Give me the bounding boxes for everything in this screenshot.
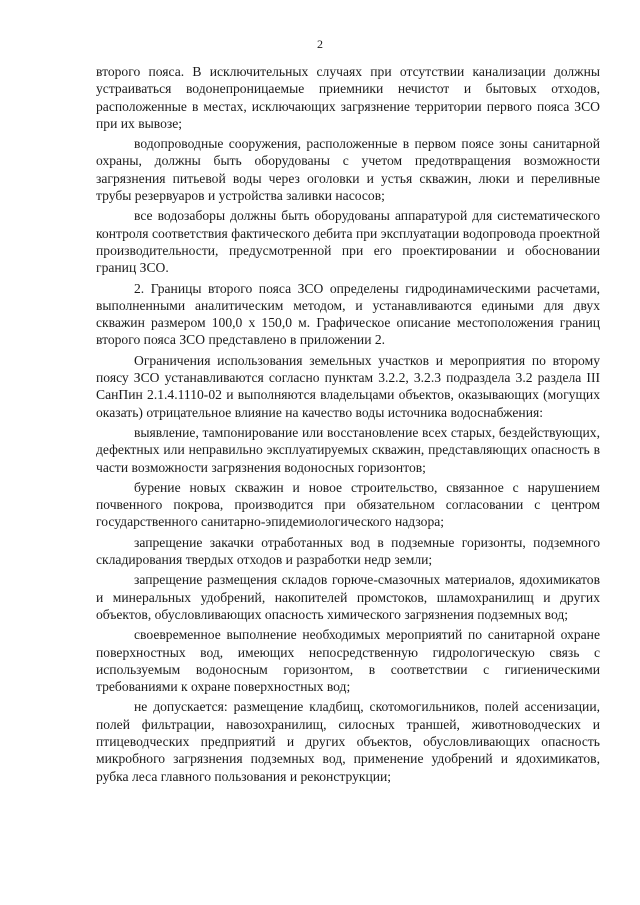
paragraph: выявление, тампонирование или восстановление всех старых, бездействующих, дефектных или неправильно эксплуатируемых скважин, представляющих опасность в части возможности загрязнения водоносных горизонтов; bbox=[96, 424, 600, 475]
document-body bbox=[96, 63, 600, 788]
paragraph: запрещение закачки отработанных вод в подземные горизонты, подземного складирования твердых отходов и разработки недр земли; bbox=[96, 534, 600, 568]
paragraph: второго пояса. В исключительных случаях при отсутствии канализации должны устраиваться водонепроницаемые приемники нечистот и бытовых отходов, расположенные в местах, исключающих загрязнение территории первого пояса ЗСО при их вывозе; bbox=[96, 64, 600, 131]
paragraph: все водозаборы должны быть оборудованы аппаратурой для систематического контроля соответствия фактического дебита при эксплуатации водопровода проектной производительности, предусмотренной при его проектировании и обосновании границ ЗСО. bbox=[96, 208, 600, 276]
paragraph: запрещение размещения складов горюче-смазочных материалов, ядохимикатов и минеральных удобрений, накопителей промстоков, шламохранилищ и других объектов, обусловливающих опасность химического загрязнения подземных вод; bbox=[96, 572, 600, 622]
paragraph: 2. Границы второго пояса ЗСО определены гидродинамическими расчетами, выполненными аналитическим методом, и устанавливаются едиными для двух скважин размером 100,0 х 150,0 м. Графическое описание местоположения границ второго пояса ЗСО представлено в приложении 2. bbox=[96, 280, 600, 348]
paragraph: Ограничения использования земельных участков и мероприятия по второму поясу ЗСО устанавливаются согласно пунктам 3.2.2, 3.2.3 подраздела 3.2 раздела III СанПин 2.1.4.1110-02 и выполняются владельцами объектов, оказывающих (могущих оказать) отрицательное влияние на качество воды источника водоснабжения: bbox=[96, 352, 600, 420]
paragraph: водопроводные сооружения, расположенные в первом поясе зоны санитарной охраны, должны быть оборудованы с учетом предотвращения возможности загрязнения питьевой воды через оголовки и устья скважин, люки и переливные трубы резервуаров и устройства заливки насосов; bbox=[96, 136, 600, 204]
page-number: 2 bbox=[317, 37, 323, 51]
paragraph: своевременное выполнение необходимых мероприятий по санитарной охране поверхностных вод, имеющих непосредственную гидрологическую связь с используемым водоносным горизонтом, в соответствии с гигиеническими требованиями к охране поверхностных вод; bbox=[96, 627, 600, 695]
paragraph: не допускается: размещение кладбищ, скотомогильников, полей ассенизации, полей фильтрации, навозохранилищ, силосных траншей, животноводческих и птицеводческих предприятий и других объектов, обусловливающих опасность микробного загрязнения подземных вод, применение удобрений и ядохимикатов, рубка леса главного пользования и реконструкции; bbox=[96, 699, 600, 784]
paragraph: бурение новых скважин и новое строительство, связанное с нарушением почвенного покрова, производится при обязательном согласовании с центром государственного санитарно-эпидемиологического надзора; bbox=[96, 479, 600, 530]
